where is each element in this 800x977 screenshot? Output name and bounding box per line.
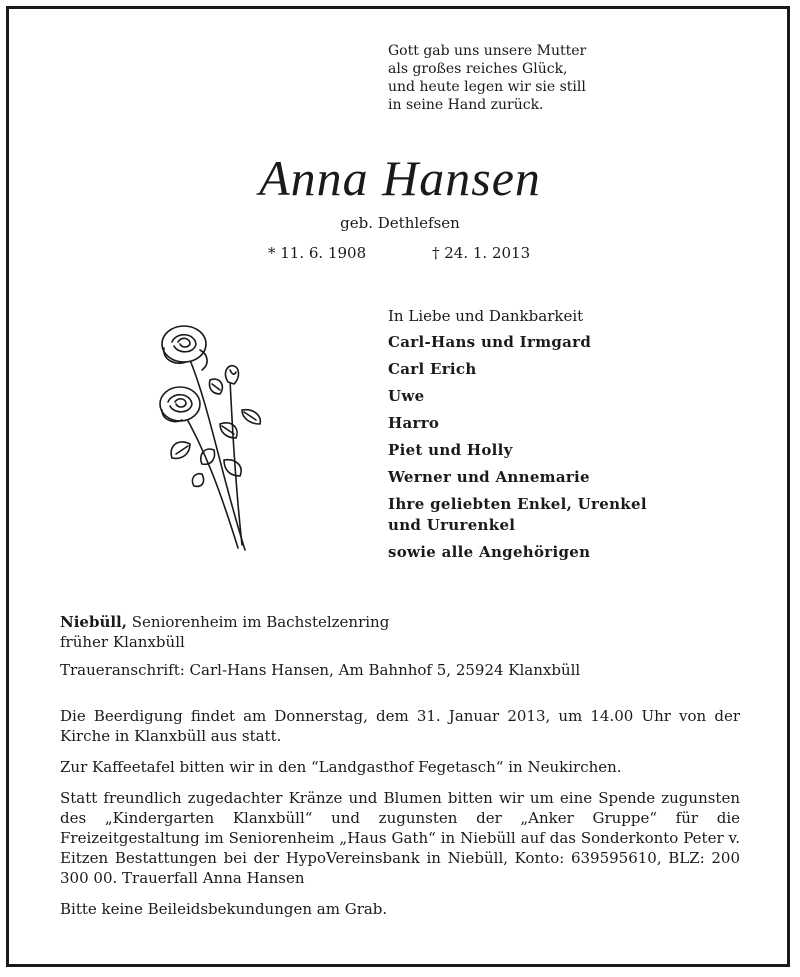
death-date: † 24. 1. 2013 xyxy=(432,244,531,262)
former-residence: früher Klanxbüll xyxy=(60,633,185,651)
donation-paragraph: Statt freundlich zugedachter Kränze und Blumen bitten wir um eine Spende zugunsten des „Kindergarten Klanxbüll“ und zugunsten der „Anker Gruppe“ für die Freizeitgestaltung im Seniorenheim „Haus Gath“ in Niebüll auf das Sonderkonto Peter v. Eitzen Bestattungen bei der HypoVereinsbank in Niebüll, Konto: 639595610, BLZ: 200 300 00. Trauerfall Anna Hansen xyxy=(60,789,740,887)
reception-paragraph: Zur Kaffeetafel bitten wir in den “Landgasthof Fegetasch“ in Neukirchen. xyxy=(60,758,622,776)
mourners-list xyxy=(388,306,748,569)
residence-town: Niebüll, xyxy=(60,613,127,631)
mourner: Piet und Holly xyxy=(388,441,513,459)
residence-name: Seniorenheim im Bachstelzenring xyxy=(131,613,390,631)
mourner: Uwe xyxy=(388,387,425,405)
deceased-name: Anna Hansen xyxy=(259,150,541,206)
funeral-paragraph: Die Beerdigung findet am Donnerstag, dem 31. Januar 2013, um 14.00 Uhr von der Kirche in Klanxbüll aus statt. xyxy=(60,707,740,745)
quote-verse xyxy=(388,42,688,114)
mourner: Ihre geliebten Enkel, Urenkel xyxy=(388,495,647,513)
mourner: Carl-Hans und Irmgard xyxy=(388,333,592,351)
mourner: Carl Erich xyxy=(388,360,477,378)
quote-line: Gott gab uns unsere Mutter xyxy=(388,43,587,59)
quote-line: in seine Hand zurück. xyxy=(388,97,544,113)
quote-line: als großes reiches Glück, xyxy=(388,61,568,77)
maiden-name: geb. Dethlefsen xyxy=(340,214,460,232)
mourner: Harro xyxy=(388,414,440,432)
mourning-address: Traueranschrift: Carl-Hans Hansen, Am Bahnhof 5, 25924 Klanxbüll xyxy=(60,661,581,679)
mourner: sowie alle Angehörigen xyxy=(388,543,591,561)
mourners-intro: In Liebe und Dankbarkeit xyxy=(388,307,584,325)
condolence-paragraph: Bitte keine Beileidsbekundungen am Grab. xyxy=(60,900,388,918)
rose-icon xyxy=(150,320,280,555)
mourner: Werner und Annemarie xyxy=(388,468,590,486)
notice-body xyxy=(60,706,740,930)
residence-block xyxy=(60,612,760,652)
residence-line xyxy=(60,612,760,632)
quote-line: und heute legen wir sie still xyxy=(388,79,586,95)
birth-date: * 11. 6. 1908 xyxy=(268,244,367,262)
mourner: und Ururenkel xyxy=(388,516,516,534)
